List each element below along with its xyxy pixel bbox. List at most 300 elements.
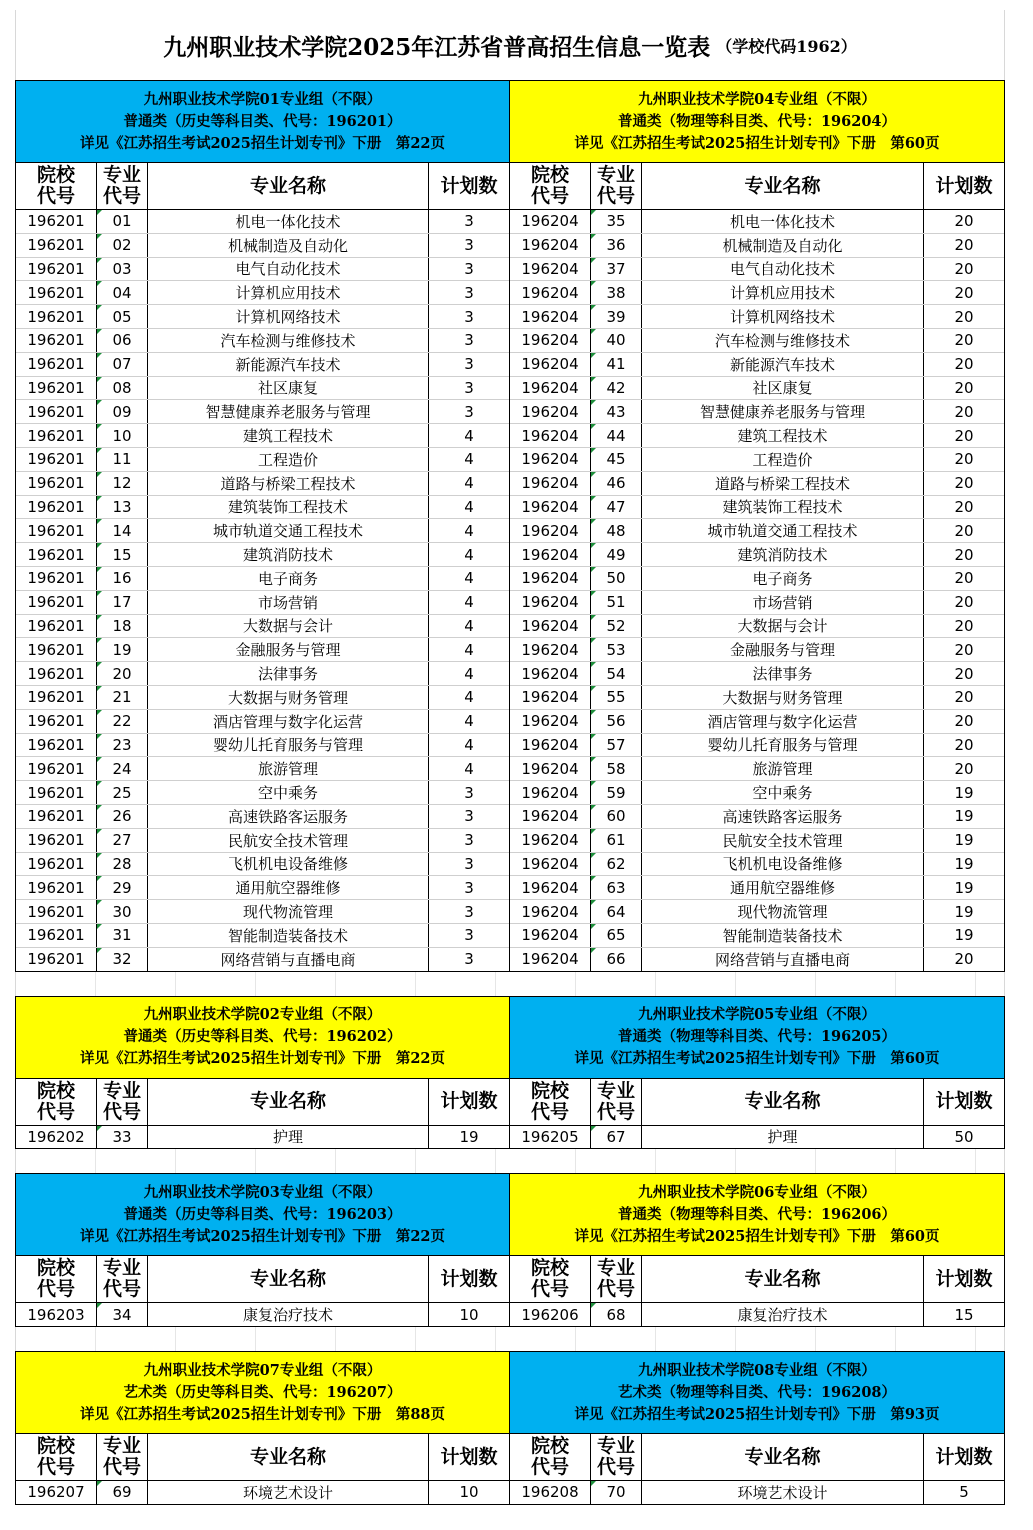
plan-count-cell: 4 (429, 519, 510, 543)
major-code-cell: 55 (591, 685, 642, 709)
major-code-header (591, 1079, 642, 1126)
group-header-line3: 详见《江苏招生考试2025招生计划专刊》下册 第22页 (79, 1050, 446, 1067)
group-blocks (15, 80, 1005, 1505)
school-code-cell: 196204 (510, 495, 591, 519)
major-code-header (97, 163, 148, 210)
plan-count-cell: 20 (924, 566, 1005, 590)
table-header-row (510, 1256, 1004, 1303)
plan-count-cell: 4 (429, 614, 510, 638)
major-name-cell: 工程造价 (642, 447, 924, 471)
major-name-cell: 大数据与会计 (642, 614, 924, 638)
school-code-header-text: 代号 (530, 185, 569, 207)
major-code-header-text: 专业 (596, 1435, 635, 1458)
major-name-header-text: 专业名称 (249, 1445, 326, 1468)
group-header-line3: 详见《江苏招生考试2025招生计划专刊》下册 第22页 (79, 134, 446, 152)
plan-count-cell: 5 (959, 1483, 969, 1502)
major-name-cell: 电气自动化技术 (642, 257, 924, 281)
plan-count-header-text: 计划数 (935, 1267, 993, 1290)
plan-count-header-text: 计划数 (440, 1267, 498, 1290)
group-pair (15, 1351, 1005, 1505)
plan-count-cell: 20 (924, 614, 1005, 638)
major-code-cell: 57 (591, 733, 642, 757)
school-code-header (510, 1079, 591, 1126)
table-row (510, 923, 1004, 947)
major-name-cell: 机电一体化技术 (642, 210, 924, 234)
table-row (16, 923, 509, 947)
plan-count-cell: 4 (429, 543, 510, 567)
major-name-cell: 城市轨道交通工程技术 (148, 519, 429, 543)
major-code-cell: 44 (591, 424, 642, 448)
major-code-header (97, 1079, 148, 1126)
major-name-cell: 工程造价 (148, 447, 429, 471)
major-code-cell: 65 (591, 923, 642, 947)
major-name-cell: 旅游管理 (148, 757, 429, 781)
table-row (16, 233, 509, 257)
major-name-cell: 智能制造装备技术 (148, 923, 429, 947)
plan-count-cell: 3 (429, 876, 510, 900)
school-code-cell: 196204 (510, 804, 591, 828)
school-code-cell: 196208 (510, 1481, 591, 1504)
major-name-header-text: 专业名称 (744, 1090, 821, 1112)
school-code-header (16, 1434, 97, 1481)
table-row (510, 281, 1004, 305)
major-code-header-text: 专业 (102, 1257, 141, 1280)
major-name-cell: 网络营销与直播电商 (642, 947, 924, 970)
school-code-cell: 196206 (510, 1303, 591, 1326)
major-code-cell: 63 (591, 876, 642, 900)
school-code-header-text: 代号 (36, 185, 75, 207)
table-row (510, 376, 1004, 400)
table-row (16, 638, 509, 662)
major-code-header-text: 代号 (596, 1278, 635, 1301)
plan-count-cell: 3 (429, 923, 510, 947)
plan-count-cell: 4 (429, 757, 510, 781)
plan-count-cell: 3 (429, 852, 510, 876)
table-row (510, 757, 1004, 781)
table-row (16, 305, 509, 329)
major-name-cell: 汽车检测与维修技术 (642, 328, 924, 352)
major-name-cell: 酒店管理与数字化运营 (148, 709, 429, 733)
major-name-cell: 网络营销与直播电商 (148, 947, 429, 970)
group-header-line2: 普通类（物理等科目类、代号：196206） (617, 1205, 897, 1223)
school-code-cell: 196204 (510, 519, 591, 543)
school-code-header-text: 院校 (530, 1079, 569, 1102)
major-name-cell: 机械制造及自动化 (148, 233, 429, 257)
major-code-cell: 43 (591, 400, 642, 424)
school-code-cell: 196201 (16, 328, 97, 352)
plan-count-cell: 20 (924, 471, 1005, 495)
major-code-cell: 36 (591, 233, 642, 257)
school-code-cell: 196204 (510, 376, 591, 400)
table-row (16, 709, 509, 733)
group-table (16, 1079, 509, 1149)
major-code-cell: 50 (591, 566, 642, 590)
school-code-cell: 196204 (510, 876, 591, 900)
plan-count-cell: 20 (924, 281, 1005, 305)
major-name-cell: 计算机应用技术 (148, 281, 429, 305)
major-code-cell: 06 (97, 328, 148, 352)
school-code-header-text: 院校 (36, 1435, 75, 1458)
plan-count-cell: 3 (429, 210, 510, 234)
title-school-code: （学校代码1962） (716, 36, 857, 56)
group-header (510, 1352, 1004, 1434)
major-name-cell: 法律事务 (642, 662, 924, 686)
plan-count-cell: 19 (459, 1127, 479, 1146)
school-code-cell: 196204 (510, 614, 591, 638)
major-name-cell: 建筑消防技术 (148, 543, 429, 567)
table-row (16, 376, 509, 400)
table-row (510, 1481, 1004, 1504)
group-table (16, 1434, 509, 1504)
table-row (16, 828, 509, 852)
table-row (16, 281, 509, 305)
school-code-cell: 196201 (16, 447, 97, 471)
table-row (510, 233, 1004, 257)
major-name-cell: 大数据与财务管理 (148, 685, 429, 709)
major-code-cell: 18 (97, 614, 148, 638)
school-code-cell: 196204 (510, 828, 591, 852)
major-code-cell: 51 (591, 590, 642, 614)
group-header (510, 1174, 1004, 1256)
major-name-cell: 电子商务 (148, 566, 429, 590)
major-name-cell: 大数据与财务管理 (642, 685, 924, 709)
school-code-cell: 196201 (16, 757, 97, 781)
major-code-header (97, 1434, 148, 1481)
school-code-cell: 196204 (510, 852, 591, 876)
plan-count-cell: 20 (924, 328, 1005, 352)
group-block (510, 1352, 1004, 1504)
major-code-header-text: 代号 (596, 1100, 635, 1123)
table-row (16, 352, 509, 376)
major-code-cell: 53 (591, 638, 642, 662)
school-code-header-text: 院校 (530, 1435, 569, 1458)
plan-count-header-text: 计划数 (935, 1445, 993, 1468)
major-code-cell: 35 (591, 210, 642, 234)
school-code-cell: 196201 (16, 424, 97, 448)
plan-count-header (924, 1434, 1005, 1481)
table-row (16, 685, 509, 709)
major-code-cell: 12 (97, 471, 148, 495)
table-row (510, 328, 1004, 352)
table-row (510, 828, 1004, 852)
school-code-header-text: 院校 (36, 1079, 75, 1102)
major-name-header (148, 1434, 429, 1481)
group-header (16, 1352, 509, 1434)
group-block (16, 1352, 510, 1504)
group-header-line3: 详见《江苏招生考试2025招生计划专刊》下册 第60页 (574, 1050, 940, 1067)
table-row (510, 400, 1004, 424)
plan-count-cell: 20 (924, 519, 1005, 543)
school-code-cell: 196204 (510, 947, 591, 970)
plan-count-cell: 15 (954, 1305, 974, 1324)
major-name-cell: 旅游管理 (642, 757, 924, 781)
school-code-cell: 196204 (510, 257, 591, 281)
major-code-header-text: 代号 (102, 185, 141, 207)
major-code-cell: 08 (97, 376, 148, 400)
plan-count-cell: 20 (924, 662, 1005, 686)
major-name-cell: 建筑装饰工程技术 (148, 495, 429, 519)
plan-count-cell: 19 (924, 828, 1005, 852)
group-block (16, 1174, 510, 1326)
plan-count-cell: 20 (924, 733, 1005, 757)
table-row (16, 210, 509, 234)
school-code-cell: 196201 (16, 233, 97, 257)
plan-count-cell: 20 (924, 590, 1005, 614)
major-name-cell: 现代物流管理 (148, 900, 429, 924)
school-code-header (510, 1256, 591, 1303)
plan-count-cell: 4 (429, 566, 510, 590)
major-code-cell: 46 (591, 471, 642, 495)
table-header-row (16, 1079, 509, 1126)
school-code-cell: 196204 (510, 757, 591, 781)
group-block (510, 1174, 1004, 1326)
major-code-cell: 27 (97, 828, 148, 852)
school-code-header-text: 代号 (36, 1100, 75, 1123)
plan-count-cell: 4 (429, 638, 510, 662)
plan-count-header (429, 1079, 510, 1126)
major-name-cell: 新能源汽车技术 (642, 352, 924, 376)
plan-count-cell: 3 (429, 233, 510, 257)
plan-count-cell: 20 (924, 757, 1005, 781)
school-code-cell: 196204 (510, 281, 591, 305)
school-code-cell: 196201 (16, 257, 97, 281)
group-header-line2: 艺术类（物理等科目类、代号：196208） (617, 1383, 897, 1401)
plan-count-cell: 20 (924, 376, 1005, 400)
group-header (510, 81, 1004, 163)
school-code-cell: 196201 (16, 495, 97, 519)
section-spacer (15, 972, 1005, 996)
major-name-header-text: 专业名称 (744, 1445, 821, 1468)
school-code-cell: 196201 (16, 614, 97, 638)
group-header-line3: 详见《江苏招生考试2025招生计划专刊》下册 第88页 (79, 1405, 446, 1423)
school-code-cell: 196202 (16, 1125, 97, 1148)
group-header-line1: 九州职业技术学院01专业组（不限） (143, 90, 382, 108)
plan-count-header (924, 1256, 1005, 1303)
plan-count-cell: 4 (429, 685, 510, 709)
major-name-cell: 护理 (148, 1125, 429, 1148)
major-name-cell: 金融服务与管理 (148, 638, 429, 662)
major-code-cell: 70 (591, 1481, 642, 1504)
major-code-cell: 39 (591, 305, 642, 329)
major-name-header (148, 163, 429, 210)
major-code-cell: 32 (97, 947, 148, 970)
table-header-row (510, 1079, 1004, 1126)
group-table (510, 1434, 1004, 1504)
major-code-header-text: 代号 (102, 1456, 141, 1479)
plan-count-cell: 19 (924, 852, 1005, 876)
plan-count-header (924, 163, 1005, 210)
major-code-cell: 40 (591, 328, 642, 352)
table-row (16, 519, 509, 543)
major-code-cell: 28 (97, 852, 148, 876)
plan-count-cell: 4 (429, 662, 510, 686)
plan-count-cell: 3 (429, 257, 510, 281)
plan-count-cell: 3 (429, 328, 510, 352)
table-header-row (16, 1434, 509, 1481)
major-name-cell: 民航安全技术管理 (148, 828, 429, 852)
section-spacer (15, 1149, 1005, 1173)
group-table (510, 163, 1004, 971)
major-name-header-text: 专业名称 (744, 174, 821, 197)
plan-count-cell: 4 (429, 590, 510, 614)
table-row (16, 876, 509, 900)
major-name-cell: 新能源汽车技术 (148, 352, 429, 376)
school-code-cell: 196204 (510, 566, 591, 590)
group-table (510, 1079, 1004, 1149)
school-code-cell: 196201 (16, 519, 97, 543)
school-code-cell: 196204 (510, 685, 591, 709)
major-code-header-text: 代号 (596, 185, 635, 207)
table-row (16, 947, 509, 970)
major-code-cell: 48 (591, 519, 642, 543)
major-name-cell: 机电一体化技术 (148, 210, 429, 234)
group-header-line2: 普通类（历史等科目类、代号：196202） (123, 1028, 402, 1045)
plan-count-cell: 20 (924, 543, 1005, 567)
plan-count-cell: 3 (464, 950, 474, 969)
group-header-line3: 详见《江苏招生考试2025招生计划专刊》下册 第60页 (574, 134, 940, 152)
table-header-row (510, 163, 1004, 210)
plan-count-cell: 3 (429, 400, 510, 424)
group-header-line2: 普通类（物理等科目类、代号：196204） (617, 112, 897, 130)
plan-count-cell: 4 (429, 424, 510, 448)
group-header-line2: 普通类（历史等科目类、代号：196201） (123, 112, 402, 130)
school-code-cell: 196201 (16, 376, 97, 400)
group-header (16, 1174, 509, 1256)
table-row (510, 519, 1004, 543)
school-code-cell: 196201 (16, 281, 97, 305)
school-code-cell: 196204 (510, 900, 591, 924)
group-header (16, 81, 509, 163)
school-code-header-text: 代号 (530, 1278, 569, 1301)
school-code-cell: 196201 (16, 638, 97, 662)
school-code-header-text: 院校 (530, 1257, 569, 1280)
major-name-cell: 市场营销 (148, 590, 429, 614)
group-header-line2: 普通类（物理等科目类、代号：196205） (617, 1028, 897, 1045)
table-row (510, 685, 1004, 709)
major-code-cell: 22 (97, 709, 148, 733)
major-code-cell: 14 (97, 519, 148, 543)
school-code-header (510, 163, 591, 210)
major-name-cell: 道路与桥梁工程技术 (642, 471, 924, 495)
major-code-cell: 52 (591, 614, 642, 638)
table-row (510, 210, 1004, 234)
plan-count-header-text: 计划数 (440, 1090, 498, 1112)
school-code-header-text: 代号 (36, 1278, 75, 1301)
school-code-cell: 196204 (510, 400, 591, 424)
table-row (16, 447, 509, 471)
school-code-cell: 196201 (16, 590, 97, 614)
major-code-header (591, 1434, 642, 1481)
major-name-cell: 空中乘务 (642, 781, 924, 805)
group-table (16, 1256, 509, 1326)
plan-count-cell: 10 (459, 1305, 479, 1324)
school-code-cell: 196204 (510, 328, 591, 352)
table-row (510, 590, 1004, 614)
section-spacer (15, 1327, 1005, 1351)
major-code-cell: 33 (97, 1125, 148, 1148)
table-row (510, 614, 1004, 638)
major-code-cell: 69 (97, 1481, 148, 1504)
major-code-cell: 56 (591, 709, 642, 733)
table-row (510, 900, 1004, 924)
major-code-cell: 41 (591, 352, 642, 376)
major-code-cell: 54 (591, 662, 642, 686)
group-pair (15, 80, 1005, 972)
group-header-line1: 九州职业技术学院02专业组（不限） (143, 1006, 382, 1023)
enrollment-sheet (15, 10, 1005, 1505)
table-row (16, 1125, 509, 1148)
major-name-cell: 建筑消防技术 (642, 543, 924, 567)
major-name-cell: 民航安全技术管理 (642, 828, 924, 852)
major-code-header-text: 专业 (102, 1079, 141, 1102)
table-row (510, 257, 1004, 281)
group-header-line1: 九州职业技术学院05专业组（不限） (638, 1006, 876, 1023)
table-row (16, 495, 509, 519)
school-code-cell: 196201 (16, 852, 97, 876)
major-name-header (642, 1079, 924, 1126)
major-name-cell: 社区康复 (148, 376, 429, 400)
group-table (16, 163, 509, 971)
major-code-cell: 49 (591, 543, 642, 567)
school-code-cell: 196201 (16, 543, 97, 567)
table-row (510, 424, 1004, 448)
school-code-cell: 196204 (510, 471, 591, 495)
school-code-cell: 196204 (510, 424, 591, 448)
table-row (510, 495, 1004, 519)
school-code-cell: 196201 (16, 828, 97, 852)
table-row (510, 352, 1004, 376)
table-header-row (16, 1256, 509, 1303)
school-code-cell: 196201 (16, 471, 97, 495)
plan-count-header-text: 计划数 (440, 174, 498, 197)
table-row (510, 543, 1004, 567)
table-row (510, 947, 1004, 970)
major-code-header-text: 专业 (596, 1079, 635, 1102)
table-row (16, 400, 509, 424)
table-row (16, 781, 509, 805)
plan-count-cell: 20 (924, 352, 1005, 376)
school-code-cell: 196204 (510, 233, 591, 257)
major-name-cell: 机械制造及自动化 (642, 233, 924, 257)
plan-count-cell: 20 (924, 424, 1005, 448)
school-code-cell: 196204 (510, 709, 591, 733)
school-code-header-text: 代号 (36, 1456, 75, 1479)
plan-count-cell: 20 (924, 210, 1005, 234)
major-name-cell: 智慧健康养老服务与管理 (642, 400, 924, 424)
plan-count-cell: 19 (924, 876, 1005, 900)
major-name-cell: 现代物流管理 (642, 900, 924, 924)
school-code-header (510, 1434, 591, 1481)
plan-count-cell: 20 (954, 950, 974, 969)
major-code-cell: 20 (97, 662, 148, 686)
major-code-header-text: 代号 (102, 1278, 141, 1301)
major-name-cell: 空中乘务 (148, 781, 429, 805)
table-row (510, 1125, 1004, 1148)
school-code-cell: 196204 (510, 543, 591, 567)
plan-count-header-text: 计划数 (935, 174, 993, 197)
table-row (510, 781, 1004, 805)
plan-count-cell: 20 (924, 447, 1005, 471)
plan-count-cell: 19 (924, 781, 1005, 805)
table-row (510, 1303, 1004, 1326)
plan-count-cell: 3 (429, 281, 510, 305)
table-row (16, 257, 509, 281)
major-name-header-text: 专业名称 (249, 1267, 326, 1290)
major-code-cell: 68 (591, 1303, 642, 1326)
major-code-header-text: 代号 (596, 1456, 635, 1479)
group-header-line2: 普通类（历史等科目类、代号：196203） (123, 1205, 402, 1223)
group-header (16, 997, 509, 1079)
